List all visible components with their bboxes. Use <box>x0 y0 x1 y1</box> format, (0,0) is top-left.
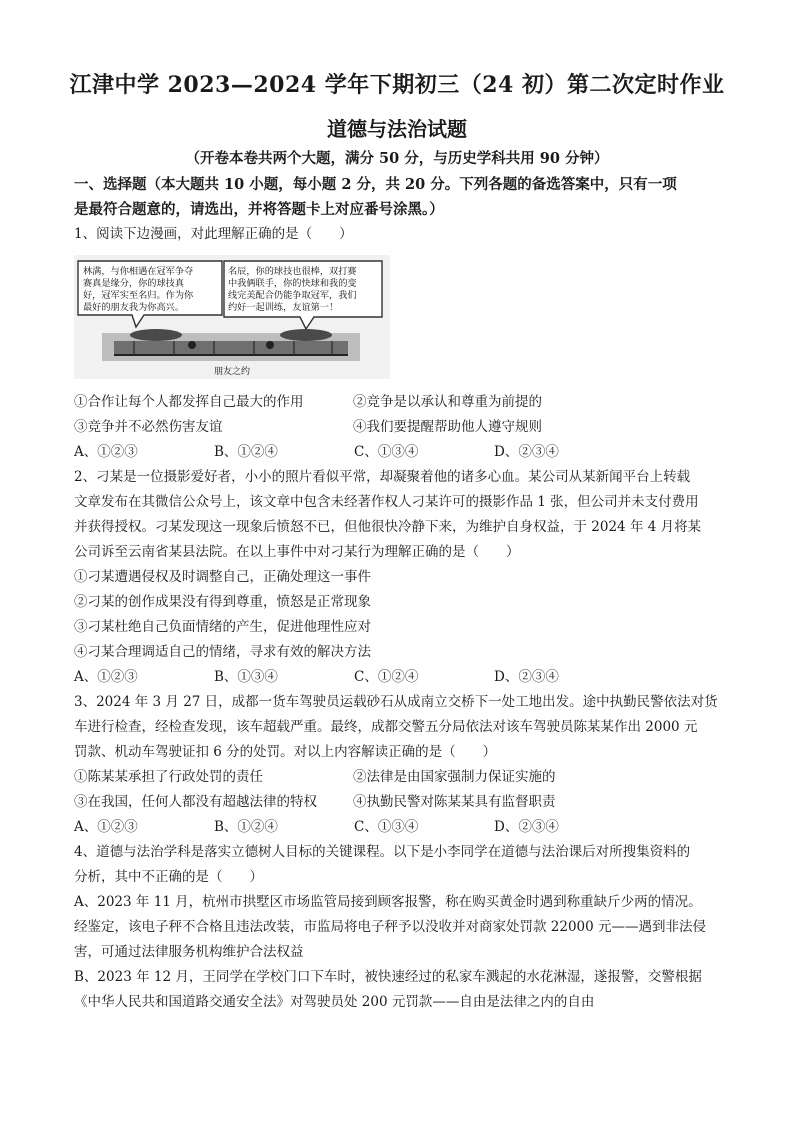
section-line-1: 一、选择题（本大题共 10 小题，每小题 2 分，共 20 分。下列各题的备选答案中，只有一项 <box>74 176 677 193</box>
q2-choice-c: C、①②④ <box>354 669 419 685</box>
section-line-2: 是最符合题意的，请选出，并将答题卡上对应番号涂黑。） <box>74 201 444 218</box>
comic-right-line-2: 中我俩联手，你的快球和我的变 <box>228 278 357 289</box>
q2-choice-a: A、①②③ <box>74 669 138 685</box>
q2-option-1: ①刁某遭遇侵权及时调整自己，正确处理这一事件 <box>74 569 371 585</box>
q2-stem-line-1: 2、刁某是一位摄影爱好者，小小的照片看似平常，却凝聚着他的诸多心血。某公司从某新闻平台上转载 <box>74 469 691 485</box>
comic-left-line-2: 赛真是缘分，你的球技真 <box>83 278 185 289</box>
q3-option-2: ②法律是由国家强制力保证实施的 <box>353 769 556 785</box>
q1-option-2: ②竞争是以承认和尊重为前提的 <box>353 394 542 410</box>
q2-stem-line-3: 并获得授权。刁某发现这一现象后愤怒不已，但他很快冷静下来，为维护自身权益，于 2024 年 4 月将某 <box>74 519 702 535</box>
q2-choice-d: D、②③④ <box>494 669 559 685</box>
q2-option-4: ④刁某合理调适自己的情绪，寻求有效的解决方法 <box>74 644 371 660</box>
q2-stem-line-4: 公司诉至云南省某县法院。在以上事件中对刁某行为理解正确的是（ ） <box>74 544 520 560</box>
q4-stem-line-2: 分析，其中不正确的是（ ） <box>74 869 263 885</box>
q3-choice-d: D、②③④ <box>494 819 559 835</box>
q1-choice-d: D、②③④ <box>494 444 559 460</box>
q3-choice-a: A、①②③ <box>74 819 138 835</box>
q1-option-4: ④我们要提醒帮助他人遵守规则 <box>353 419 542 435</box>
q1-options <box>74 390 724 465</box>
exam-subject: 道德与法治试题 <box>327 117 467 141</box>
comic-left-line-4: 最好的朋友我为你高兴。 <box>83 302 185 313</box>
q4-stem-line-1: 4、道德与法治学科是落实立德树人目标的关键课程。以下是小李同学在道德与法治课后对所搜集资料的 <box>74 844 691 860</box>
q2 <box>74 465 724 690</box>
q4-option-a-line-1: A、2023 年 11 月，杭州市拱墅区市场监管局接到顾客报警，称在购买黄金时遇到称重缺斤少两的情况。 <box>74 894 702 910</box>
q4-option-b-line-2: 《中华人民共和国道路交通安全法》对驾驶员处 200 元罚款——自由是法律之内的自由 <box>74 994 595 1010</box>
comic-right-line-1: 名辰，你的球技也很棒，双打赛 <box>228 266 357 277</box>
q4-option-a-line-3: 害，可通过法律服务机构维护合法权益 <box>74 944 304 960</box>
q1-option-1: ①合作让每个人都发挥自己最大的作用 <box>74 394 304 410</box>
q2-stem-line-2: 文章发布在其微信公众号上，该文章中包含未经著作权人刁某许可的摄影作品 1 张，但公司并未支付费用 <box>74 494 699 510</box>
q2-choice-b: B、①③④ <box>214 669 278 685</box>
q4-option-a-line-2: 经鉴定，该电子秤不合格且违法改装，市监局将电子秤予以没收并对商家处罚款 22000 元——遇到非法侵 <box>74 919 707 935</box>
q1-stem: 1、阅读下边漫画，对此理解正确的是（ ） <box>74 226 353 242</box>
q3-stem-line-2: 车进行检查，经检查发现，该车超载严重。最终，成都交警五分局依法对该车驾驶员陈某某作出 2000 元 <box>74 719 698 735</box>
comic-right-line-3: 线完美配合仍能争取冠军，我们 <box>228 290 357 301</box>
q3-option-4: ④执勤民警对陈某某具有监督职责 <box>353 794 556 810</box>
q3 <box>74 690 724 840</box>
q1-choice-b: B、①②④ <box>214 444 278 460</box>
q3-option-3: ③在我国，任何人都没有超越法律的特权 <box>74 794 317 810</box>
q3-stem-line-1: 3、2024 年 3 月 27 日，成都一货车驾驶员运载砂石从成南立交桥下一处工地出发。途中执勤民警依法对货 <box>74 694 718 710</box>
exam-title: 江津中学 2023—2024 学年下期初三（24 初）第二次定时作业 <box>69 72 725 98</box>
exam-note: （开卷本卷共两个大题，满分 50 分，与历史学科共用 90 分钟） <box>185 150 609 167</box>
q4 <box>74 840 724 1015</box>
comic-left-line-3: 好，冠军实至名归。作为你 <box>83 290 194 301</box>
q2-option-2: ②刁某的创作成果没有得到尊重，愤怒是正常现象 <box>74 594 371 610</box>
q4-option-b-line-1: B、2023 年 12 月，王同学在学校门口下车时，被快速经过的私家车溅起的水花淋湿，遂报警，交警根据 <box>74 969 702 985</box>
q1-choice-c: C、①③④ <box>354 444 419 460</box>
q1-option-3: ③竞争并不必然伤害友谊 <box>74 419 223 435</box>
section-heading <box>74 172 724 247</box>
comic-left-line-1: 林满，与你相遇在冠军争夺 <box>83 266 194 277</box>
q3-stem-line-3: 罚款、机动车驾驶证扣 6 分的处罚。对以上内容解读正确的是（ ） <box>74 744 497 760</box>
comic-caption: 朋友之约 <box>213 367 251 377</box>
q3-choice-c: C、①③④ <box>354 819 419 835</box>
q2-option-3: ③刁某杜绝自己负面情绪的产生，促进他理性应对 <box>74 619 371 635</box>
q3-choice-b: B、①②④ <box>214 819 278 835</box>
q3-option-1: ①陈某某承担了行政处罚的责任 <box>74 769 263 785</box>
comic-right-line-4: 约好一起训练，友谊第一！ <box>228 302 339 313</box>
comic-image <box>74 255 390 379</box>
q1-choice-a: A、①②③ <box>74 444 138 460</box>
